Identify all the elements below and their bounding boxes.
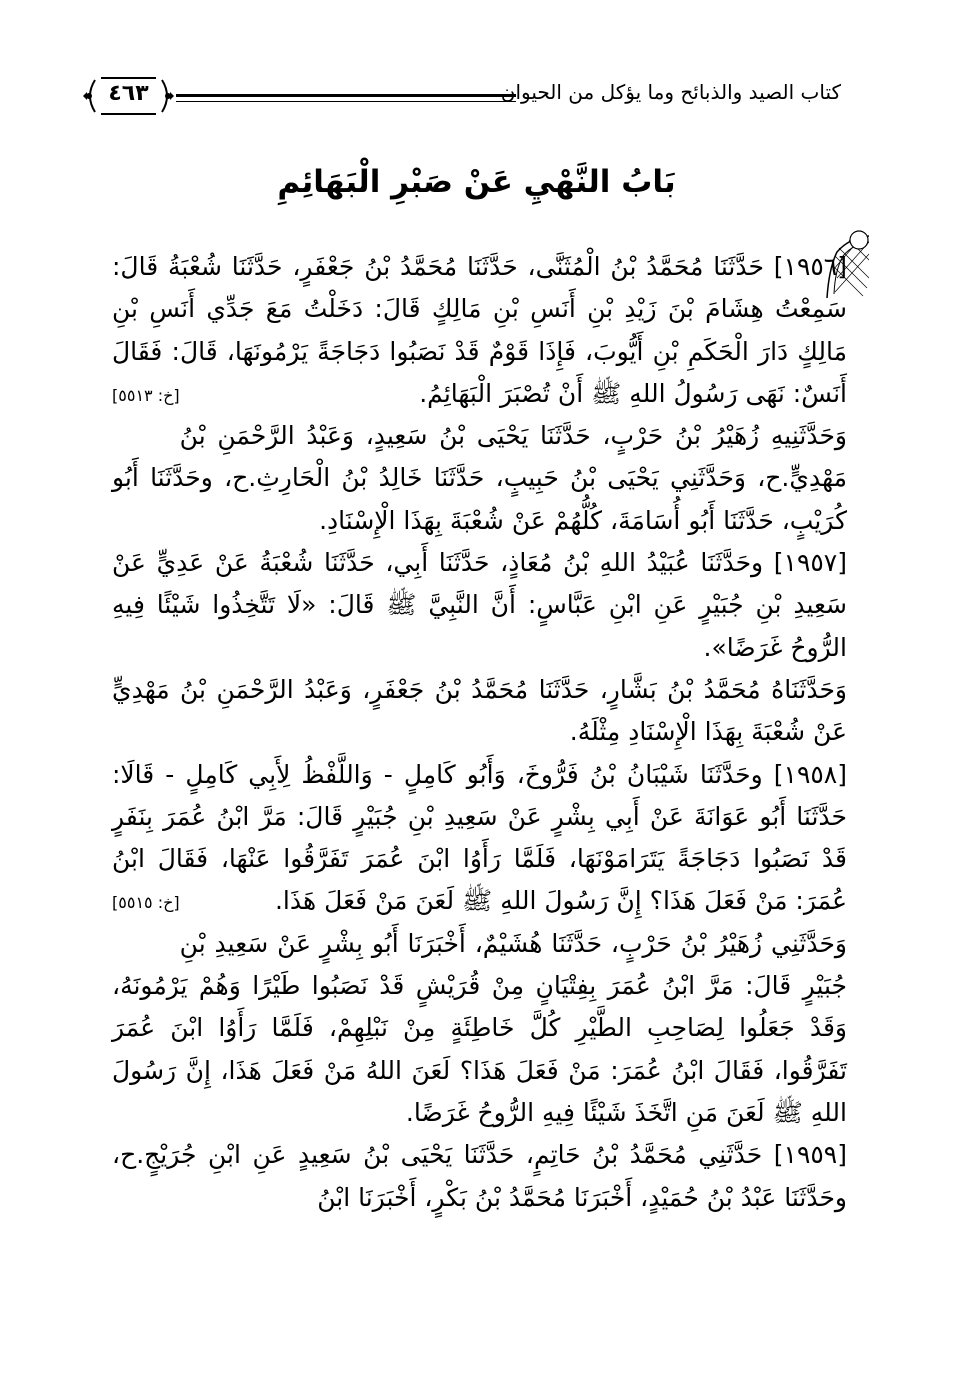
page-number-frame xyxy=(81,74,176,118)
paragraph xyxy=(112,246,847,415)
cross-reference: [خ: ٥٥١٣] xyxy=(112,385,180,405)
paragraph-text: وَحَدَّثَنَاهُ مُحَمَّدُ بْنُ بَشَّارٍ، حَدَّثَنَا مُحَمَّدُ بْنُ جَعْفَرٍ، وَعَبْدُ الرَّحْمَنِ بْنُ مَهْدِيٍّ عَنْ شُعْبَةَ بِهَذَا الْإِسْنَادِ مِثْلَهُ. xyxy=(112,674,847,747)
chapter-heading: بَابُ النَّهْيِ عَنْ صَبْرِ الْبَهَائِمِ xyxy=(277,164,676,200)
book-section-title: كتاب الصيد والذبائح وما يؤكل من الحيوان xyxy=(500,80,841,104)
page-number: ٤٦٣ xyxy=(108,81,149,106)
running-header xyxy=(81,74,841,124)
header-rule xyxy=(176,94,516,97)
paragraph-text: [١٩٥٨] وحَدَّثَنَا شَيْبَانُ بْنُ فَرُّوخَ، وَأَبُو كَامِلٍ - وَاللَّفْظُ لِأَبِي كَامِلٍ - قَالَا: حَدَّثَنَا أَبُو عَوَانَةَ عَنْ أَبِي بِشْرٍ عَنْ سَعِيدِ بْنِ جُبَيْرٍ قَالَ: مَرَّ ابْنُ عُمَرَ بِنَفَرٍ قَدْ نَصَبُوا دَجَاجَةً يَتَرَامَوْنَهَا، فَلَمَّا رَأَوُا ابْنَ عُمَرَ تَفَرَّقُوا عَنْهَا، فَقَالَ ابْنُ عُمَرَ: مَنْ فَعَلَ هَذَا؟ إِنَّ رَسُولَ اللهِ ﷺ لَعَنَ مَنْ فَعَلَ هَذَا. xyxy=(112,759,847,916)
cross-reference: [خ: ٥٥١٥] xyxy=(112,893,180,913)
paragraph xyxy=(112,754,847,923)
paragraph-text: وَحَدَّثَنِي زُهَيْرُ بْنُ حَرْبٍ، حَدَّثَنَا هُشَيْمٌ، أَخْبَرَنَا أَبُو بِشْرٍ عَنْ سَعِيدِ بْنِ جُبَيْرٍ قَالَ: مَرَّ ابْنُ عُمَرَ بِفِتْيَانٍ مِنْ قُرَيْشٍ قَدْ نَصَبُوا طَيْرًا وَهُمْ يَرْمُونَهُ، وَقَدْ جَعَلُوا لِصَاحِبِ الطَّيْرِ كُلَّ خَاطِئَةٍ مِنْ نَبْلِهِمْ، فَلَمَّا رَأَوُا ابْنَ عُمَرَ تَفَرَّقُوا، فَقَالَ ابْنُ عُمَرَ: مَنْ فَعَلَ هَذَا؟ لَعَنَ اللهُ مَنْ فَعَلَ هَذَا، إِنَّ رَسُولَ اللهِ ﷺ لَعَنَ مَنِ اتَّخَذَ شَيْئًا فِيهِ الرُّوحُ غَرَضًا. xyxy=(112,928,847,1127)
paragraph xyxy=(112,415,847,542)
hadith-text-body xyxy=(112,246,847,1219)
paragraph-text: [١٩٥٩] حَدَّثَنِي مُحَمَّدُ بْنُ حَاتِمٍ، حَدَّثَنَا يَحْيَى بْنُ سَعِيدٍ عَنِ ابْنِ جُرَيْجٍ.ح، وحَدَّثَنَا عَبْدُ بْنُ حُمَيْدٍ، أَخْبَرَنَا مُحَمَّدُ بْنُ بَكْرٍ، أَخْبَرَنَا ابْنُ xyxy=(112,1140,847,1212)
paragraph xyxy=(112,542,847,669)
paragraph xyxy=(112,923,847,1134)
paragraph-text: [١٩٥٧] وحَدَّثَنَا عُبَيْدُ اللهِ بْنُ مُعَاذٍ، حَدَّثَنَا أَبِي، حَدَّثَنَا شُعْبَةُ عَنْ عَدِيٍّ عَنْ سَعِيدِ بْنِ جُبَيْرٍ عَنِ ابْنِ عَبَّاسٍ: أَنَّ النَّبِيَّ ﷺ قَالَ: «لَا تَتَّخِذُوا شَيْئًا فِيهِ الرُّوحُ غَرَضًا». xyxy=(112,548,847,662)
paragraph-text: وَحَدَّثَنِيهِ زُهَيْرُ بْنُ حَرْبٍ، حَدَّثَنَا يَحْيَى بْنُ سَعِيدٍ، وَعَبْدُ الرَّحْمَنِ بْنُ مَهْدِيٍّ.ح، وَحَدَّثَنِي يَحْيَى بْنُ حَبِيبٍ، حَدَّثَنَا خَالِدُ بْنُ الْحَارِثِ.ح، وحَدَّثَنَا أَبُو كُرَيْبٍ، حَدَّثَنَا أَبُو أُسَامَةَ، كُلُّهُمْ عَنْ شُعْبَةَ بِهَذَا الْإِسْنَادِ. xyxy=(112,421,847,535)
paragraph xyxy=(112,1134,847,1219)
paragraph-text: [١٩٥٦] حَدَّثَنَا مُحَمَّدُ بْنُ الْمُثَنَّى، حَدَّثَنَا مُحَمَّدُ بْنُ جَعْفَرٍ، حَدَّثَنَا شُعْبَةُ قَالَ: سَمِعْتُ هِشَامَ بْنَ زَيْدِ بْنِ أَنَسِ بْنِ مَالِكٍ قَالَ: دَخَلْتُ مَعَ جَدِّي أَنَسِ بْنِ مَالِكٍ دَارَ الْحَكَمِ بْنِ أَيُّوبَ، فَإِذَا قَوْمٌ قَدْ نَصَبُوا دَجَاجَةً يَرْمُونَهَا، قَالَ: فَقَالَ أَنَسٌ: نَهَى رَسُولُ اللهِ ﷺ أَنْ تُصْبَرَ الْبَهَائِمُ. xyxy=(112,252,847,408)
paragraph xyxy=(112,669,847,754)
